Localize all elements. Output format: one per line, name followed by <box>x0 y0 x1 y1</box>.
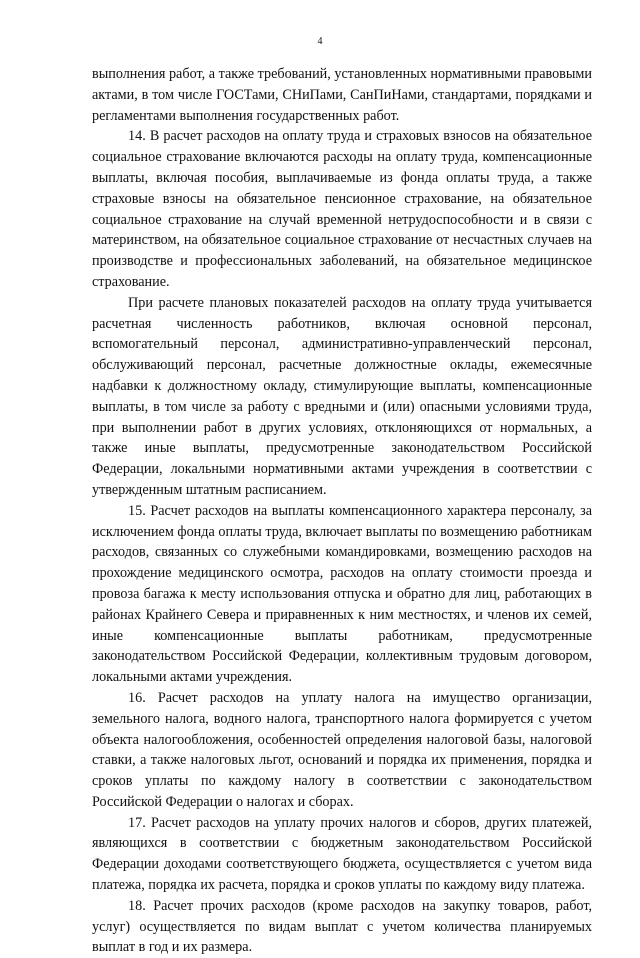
paragraph-15: 15. Расчет расходов на выплаты компенсационного характера персоналу, за исключением фонда оплаты труда, включает выплаты по возмещению работникам расходов, связанных со служебными командировками, возмещению расходов на прохождение медицинского осмотра, расходов на оплату стоимости проезда и провоза багажа к месту использования отпуска и обратно для лиц, работающих в районах Крайнего Севера и приравненных к ним местностях, и членов их семей, иные компенсационные выплаты работникам, предусмотренные законодательством Российской Федерации, коллективным трудовым договором, локальными актами учреждения. <box>92 502 592 686</box>
page-number: 4 <box>317 36 323 47</box>
paragraph-17: 17. Расчет расходов на уплату прочих налогов и сборов, других платежей, являющихся в соответствии с бюджетным законодательством Российской Федерации доходами соответствующего бюджета, осуществляется с учетом вида платежа, порядка их расчета, порядка и сроков уплаты по каждому виду платежа. <box>92 814 592 894</box>
paragraph-continuation: выполнения работ, а также требований, установленных нормативными правовыми актами, в том числе ГОСТами, СНиПами, СанПиНами, стандартами, порядками и регламентами выполнения государственных работ. <box>92 66 592 124</box>
paragraph-14-planning: При расчете плановых показателей расходов на оплату труда учитывается расчетная численность работников, включая основной персонал, вспомогательный персонал, административно-управленческий персонал, обслуживающий персонал, расчетные должностные оклады, ежемесячные надбавки к должностному окладу, стимулирующие выплаты, компенсационные выплаты, в том числе за работу с вредными и (или) опасными условиями труда, при выполнении работ в других условиях, отклоняющихся от нормальных, а также иные выплаты, предусмотренные законодательством Российской Федерации, локальными нормативными актами учреждения в соответствии с утвержденным штатным расписанием. <box>92 294 592 498</box>
paragraph-18: 18. Расчет прочих расходов (кроме расходов на закупку товаров, работ, услуг) осуществляется по видам выплат с учетом количества планируемых выплат в год и их размера. <box>92 897 592 956</box>
paragraph-14: 14. В расчет расходов на оплату труда и страховых взносов на обязательное социальное страхование включаются расходы на оплату труда, компенсационные выплаты, включая пособия, выплачиваемые из фонда оплаты труда, а также страховые взносы на обязательное пенсионное страхование, на обязательное социальное страхование на случай временной нетрудоспособности и в связи с материнством, на обязательное социальное страхование от несчастных случаев на производстве и профессиональных заболеваний, на обязательное медицинское страхование. <box>92 128 592 290</box>
document-body <box>92 64 592 958</box>
paragraph-16: 16. Расчет расходов на уплату налога на имущество организации, земельного налога, водного налога, транспортного налога формируется с учетом объекта налогообложения, особенностей определения налоговой базы, налоговой ставки, а также налоговых льгот, оснований и порядка их применения, порядка и сроков уплаты по каждому налогу в соответствии с законодательством Российской Федерации о налогах и сборах. <box>92 689 592 810</box>
